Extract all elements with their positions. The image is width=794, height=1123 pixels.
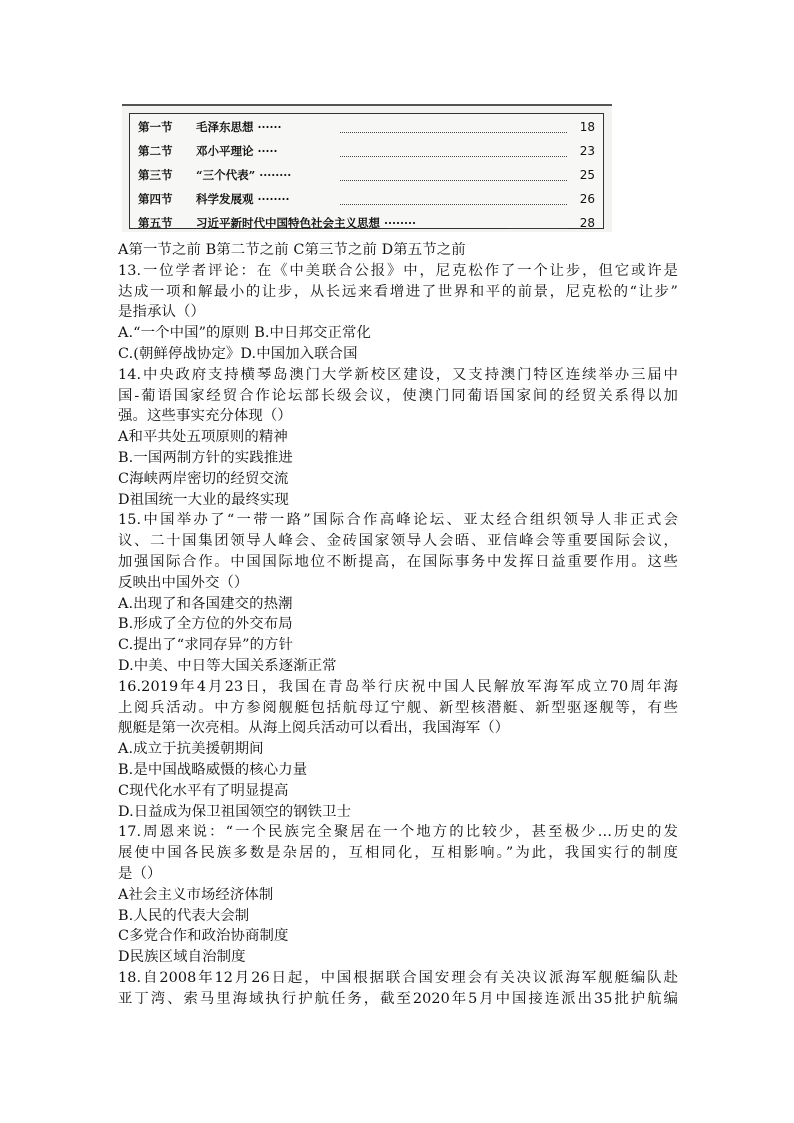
toc-section: 第四节: [138, 192, 173, 206]
text-line: 反映出中国外交（）: [118, 574, 249, 591]
toc-leader: [340, 179, 567, 181]
toc-section: 第一节: [138, 120, 173, 134]
text-line: 上阅兵活动。中方参阅舰艇包括航母辽宁舰、新型核潜艇、新型驱逐舰等，有些: [118, 699, 678, 716]
text-line: 展使中国各民族多数是杂居的，互相同化，互相影响。”为此，我国实行的制度: [118, 845, 678, 862]
toc-title: 习近平新时代中国特色社会主义思想 ········: [196, 216, 417, 230]
toc-section: 第三节: [138, 168, 173, 182]
answer-option: B.形成了全方位的外交布局: [118, 616, 293, 633]
toc-row: [130, 164, 603, 187]
text-line: 是（）: [118, 865, 162, 882]
answer-option: D民族区域自治制度: [118, 949, 246, 966]
toc-title: 毛泽东思想 ······: [196, 120, 282, 134]
answer-option: B.是中国战略威慑的核心力量: [118, 761, 308, 778]
answer-option: A和平共处五项原则的精神: [118, 429, 288, 446]
toc-leader: [510, 227, 567, 229]
document-body: [118, 240, 678, 1009]
answer-option: D祖国统一大业的最终实现: [118, 491, 290, 508]
toc-row: [130, 116, 603, 139]
answer-option: A.成立于抗美援朝期间: [118, 741, 264, 758]
answer-option: C.(朝鲜停战协定》D.中国加入联合国: [118, 345, 358, 362]
answer-option: A.“一个中国”的原则 B.中日邦交正常化: [118, 325, 371, 342]
text-line: 舰艇是第一次亮相。从海上阅兵活动可以看出，我国海军（）: [118, 720, 510, 737]
toc-row: [130, 188, 603, 211]
toc-row: [130, 140, 603, 163]
toc-page: 28: [579, 216, 595, 230]
text-line: 达成一项和解最小的让步，从长远来看增进了世界和平的前景，尼克松的“让步”: [118, 283, 678, 300]
text-line: A第一节之前 B第二节之前 C第三节之前 D第五节之前: [118, 242, 466, 258]
toc-leader: [340, 203, 567, 205]
answer-option: B.一国两制方针的实践推进: [118, 449, 293, 466]
toc-page: 26: [579, 192, 595, 206]
answer-option: A社会主义市场经济体制: [118, 886, 274, 903]
answer-option: B.人民的代表大会制: [118, 907, 250, 924]
text-line: 亚丁湾、索马里海域执行护航任务，截至2020年5月中国接连派出35批护航编: [118, 990, 678, 1007]
toc-page: 25: [579, 168, 595, 182]
text-line: 国-葡语国家经贸合作论坛部长级会议，使澳门同葡语国家间的经贸关系得以加: [118, 387, 678, 404]
toc-table: [129, 113, 604, 229]
toc-page: 18: [579, 120, 595, 134]
text-line: 15.中国举办了“一带一路”国际合作高峰论坛、亚太经合组织领导人非正式会: [118, 512, 678, 529]
text-line: 13.一位学者评论：在《中美联合公报》中，尼克松作了一个让步，但它或许是: [118, 262, 678, 279]
answer-option: D.日益成为保卫祖国领空的钢铁卫士: [118, 803, 352, 820]
text-line: 18.自2008年12月26日起，中国根据联合国安理会有关决议派海军舰艇编队赴: [118, 969, 678, 986]
toc-title: 科学发展观 ········: [196, 192, 290, 206]
text-line: 17.周恩来说：“一个民族完全聚居在一个地方的比较少，甚至极少…历史的发: [118, 824, 678, 841]
answer-option: C.提出了“求同存异”的方针: [118, 637, 294, 654]
text-line: 加强国际合作。中国国际地位不断提高，在国际事务中发挥日益重要作用。这些: [118, 553, 678, 570]
toc-section: 第二节: [138, 144, 173, 158]
text-line: 强。这些事实充分体现（）: [118, 408, 292, 425]
toc-section: 第五节: [138, 216, 173, 230]
toc-leader: [340, 155, 567, 157]
text-line: 14.中央政府支持横琴岛澳门大学新校区建设，又支持澳门特区连续举办三届中: [118, 366, 678, 383]
toc-leader: [340, 131, 567, 133]
text-line: 16.2019年4月23日，我国在青岛举行庆祝中国人民解放军海军成立70周年海: [118, 678, 678, 695]
toc-title: 邓小平理论 ·····: [196, 144, 278, 158]
answer-option: C现代化水平有了明显提高: [118, 782, 289, 799]
answer-option: A.出现了和各国建交的热潮: [118, 595, 293, 612]
toc-page: 23: [579, 144, 595, 158]
text-line: 议、二十国集团领导人峰会、金砖国家领导人会晤、亚信峰会等重要国际会议，: [118, 533, 678, 550]
text-line: 是指承认（）: [118, 304, 205, 321]
answer-option: D.中美、中日等大国关系逐渐正常: [118, 657, 337, 674]
toc-row: [130, 212, 603, 235]
answer-option: C海峡两岸密切的经贸交流: [118, 470, 289, 487]
answer-option: C多党合作和政治协商制度: [118, 928, 289, 945]
toc-title: “三个代表” ········: [196, 168, 292, 182]
toc-image: [122, 104, 612, 232]
